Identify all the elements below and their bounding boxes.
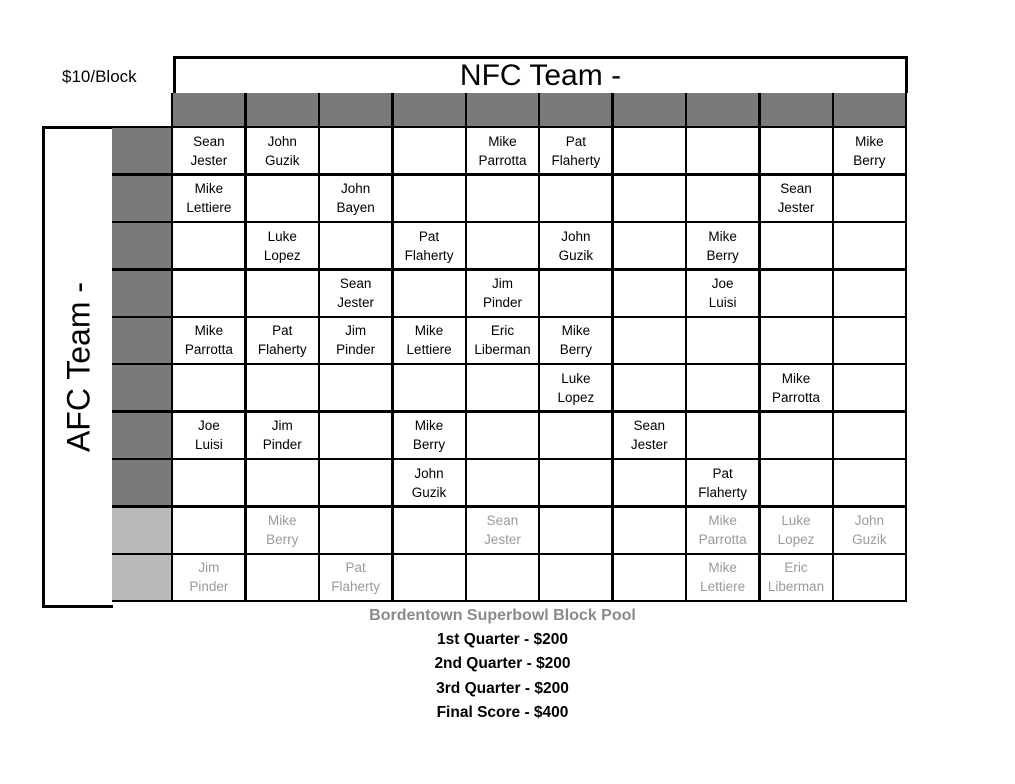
- block-cell[interactable]: Pat Flaherty: [687, 460, 758, 505]
- block-cell[interactable]: [614, 128, 685, 173]
- block-cell[interactable]: [761, 318, 832, 363]
- block-cell[interactable]: [834, 271, 905, 316]
- price-per-block: $10/Block: [62, 67, 137, 86]
- payout-line: 1st Quarter - $200: [437, 631, 568, 648]
- block-cell[interactable]: [761, 413, 832, 458]
- block-cell[interactable]: [834, 413, 905, 458]
- block-cell[interactable]: Mike Parrotta: [467, 128, 538, 173]
- block-cell[interactable]: [247, 271, 318, 316]
- block-cell[interactable]: Eric Liberman: [467, 318, 538, 363]
- block-cell[interactable]: [834, 365, 905, 410]
- block-cell[interactable]: Luke Lopez: [540, 365, 611, 410]
- block-cell[interactable]: [540, 176, 611, 221]
- block-cell[interactable]: Mike Lettiere: [687, 555, 758, 600]
- pool-title: Bordentown Superbowl Block Pool: [369, 607, 636, 624]
- block-cell[interactable]: [614, 223, 685, 268]
- block-cell[interactable]: Joe Luisi: [173, 413, 244, 458]
- block-cell[interactable]: [320, 128, 391, 173]
- block-cell[interactable]: Pat Flaherty: [540, 128, 611, 173]
- block-cell[interactable]: [687, 176, 758, 221]
- block-cell[interactable]: [834, 555, 905, 600]
- block-pool-grid: [112, 93, 907, 602]
- block-cell[interactable]: John Guzik: [834, 508, 905, 553]
- block-cell[interactable]: [394, 508, 465, 553]
- block-cell[interactable]: [467, 555, 538, 600]
- block-cell[interactable]: Mike Berry: [834, 128, 905, 173]
- block-cell[interactable]: [761, 460, 832, 505]
- block-cell[interactable]: Eric Liberman: [761, 555, 832, 600]
- block-cell[interactable]: Jim Pinder: [247, 413, 318, 458]
- block-cell[interactable]: [320, 508, 391, 553]
- block-cell[interactable]: [394, 555, 465, 600]
- grid-corner: [112, 93, 171, 126]
- block-cell[interactable]: Jim Pinder: [173, 555, 244, 600]
- block-cell[interactable]: [540, 460, 611, 505]
- block-cell[interactable]: [687, 413, 758, 458]
- block-cell[interactable]: [247, 365, 318, 410]
- pool-footer: [0, 604, 1005, 726]
- afc-score-header: [112, 176, 171, 221]
- block-cell[interactable]: [394, 365, 465, 410]
- afc-score-header: [112, 555, 171, 600]
- nfc-score-header: [687, 93, 758, 126]
- block-cell[interactable]: [834, 176, 905, 221]
- nfc-score-header: [614, 93, 685, 126]
- afc-score-header: [112, 413, 171, 458]
- block-cell[interactable]: [761, 223, 832, 268]
- afc-score-header: [112, 460, 171, 505]
- block-cell[interactable]: John Guzik: [540, 223, 611, 268]
- block-cell[interactable]: Sean Jester: [173, 128, 244, 173]
- block-cell[interactable]: [540, 271, 611, 316]
- block-cell[interactable]: [834, 318, 905, 363]
- block-cell[interactable]: [467, 223, 538, 268]
- block-cell[interactable]: Sean Jester: [467, 508, 538, 553]
- block-cell[interactable]: [320, 413, 391, 458]
- block-cell[interactable]: [614, 460, 685, 505]
- block-cell[interactable]: [173, 365, 244, 410]
- block-cell[interactable]: Sean Jester: [614, 413, 685, 458]
- block-cell[interactable]: [687, 318, 758, 363]
- nfc-score-header: [834, 93, 905, 126]
- afc-score-header: [112, 508, 171, 553]
- block-cell[interactable]: Pat Flaherty: [320, 555, 391, 600]
- afc-team-bar: [42, 126, 113, 608]
- afc-team-title: AFC Team -: [60, 281, 97, 453]
- block-cell[interactable]: Mike Parrotta: [687, 508, 758, 553]
- block-cell[interactable]: Mike Berry: [687, 223, 758, 268]
- afc-score-header: [112, 365, 171, 410]
- nfc-score-header: [467, 93, 538, 126]
- block-cell[interactable]: Mike Lettiere: [394, 318, 465, 363]
- block-cell[interactable]: Luke Lopez: [247, 223, 318, 268]
- block-cell[interactable]: Mike Berry: [247, 508, 318, 553]
- block-cell[interactable]: [173, 460, 244, 505]
- nfc-team-title: NFC Team -: [173, 56, 908, 93]
- payout-line: 3rd Quarter - $200: [436, 679, 569, 697]
- block-cell[interactable]: [173, 271, 244, 316]
- block-cell[interactable]: [467, 365, 538, 410]
- block-cell[interactable]: [540, 555, 611, 600]
- nfc-score-header: [320, 93, 391, 126]
- block-cell[interactable]: [834, 460, 905, 505]
- block-cell[interactable]: [761, 271, 832, 316]
- payout-line: 2nd Quarter - $200: [434, 655, 571, 673]
- block-cell[interactable]: Pat Flaherty: [247, 318, 318, 363]
- block-cell[interactable]: [467, 176, 538, 221]
- block-cell[interactable]: Mike Berry: [394, 413, 465, 458]
- block-cell[interactable]: Mike Parrotta: [173, 318, 244, 363]
- block-cell[interactable]: [614, 508, 685, 553]
- block-cell[interactable]: [614, 318, 685, 363]
- block-cell[interactable]: [467, 413, 538, 458]
- block-cell[interactable]: [540, 508, 611, 553]
- block-cell[interactable]: [614, 365, 685, 410]
- block-cell[interactable]: [467, 460, 538, 505]
- block-cell[interactable]: [394, 128, 465, 173]
- block-cell[interactable]: [394, 271, 465, 316]
- block-cell[interactable]: [834, 223, 905, 268]
- block-cell[interactable]: [320, 223, 391, 268]
- nfc-score-header: [247, 93, 318, 126]
- nfc-score-header: [761, 93, 832, 126]
- block-cell[interactable]: [173, 223, 244, 268]
- block-cell[interactable]: Joe Luisi: [687, 271, 758, 316]
- block-cell[interactable]: [320, 460, 391, 505]
- block-cell[interactable]: [687, 365, 758, 410]
- block-cell[interactable]: John Guzik: [247, 128, 318, 173]
- afc-score-header: [112, 271, 171, 316]
- block-cell[interactable]: Mike Lettiere: [173, 176, 244, 221]
- block-cell[interactable]: [614, 271, 685, 316]
- block-cell[interactable]: [540, 413, 611, 458]
- afc-score-header: [112, 128, 171, 173]
- block-cell[interactable]: Luke Lopez: [761, 508, 832, 553]
- block-cell[interactable]: [247, 176, 318, 221]
- block-cell[interactable]: John Bayen: [320, 176, 391, 221]
- nfc-score-header: [394, 93, 465, 126]
- block-cell[interactable]: [173, 508, 244, 553]
- block-cell[interactable]: [614, 555, 685, 600]
- block-cell[interactable]: [247, 460, 318, 505]
- block-cell[interactable]: [687, 128, 758, 173]
- nfc-score-header: [173, 93, 244, 126]
- nfc-score-header: [540, 93, 611, 126]
- block-cell[interactable]: Sean Jester: [761, 176, 832, 221]
- block-cell[interactable]: [320, 365, 391, 410]
- afc-score-header: [112, 318, 171, 363]
- block-cell[interactable]: [247, 555, 318, 600]
- payout-line: Final Score - $400: [436, 704, 569, 722]
- block-cell[interactable]: Pat Flaherty: [394, 223, 465, 268]
- block-cell[interactable]: John Guzik: [394, 460, 465, 505]
- afc-score-header: [112, 223, 171, 268]
- block-cell[interactable]: Mike Berry: [540, 318, 611, 363]
- block-cell[interactable]: Sean Jester: [320, 271, 391, 316]
- block-cell[interactable]: Mike Parrotta: [761, 365, 832, 410]
- block-cell[interactable]: Jim Pinder: [320, 318, 391, 363]
- block-cell[interactable]: Jim Pinder: [467, 271, 538, 316]
- block-cell[interactable]: [614, 176, 685, 221]
- block-cell[interactable]: [761, 128, 832, 173]
- block-cell[interactable]: [394, 176, 465, 221]
